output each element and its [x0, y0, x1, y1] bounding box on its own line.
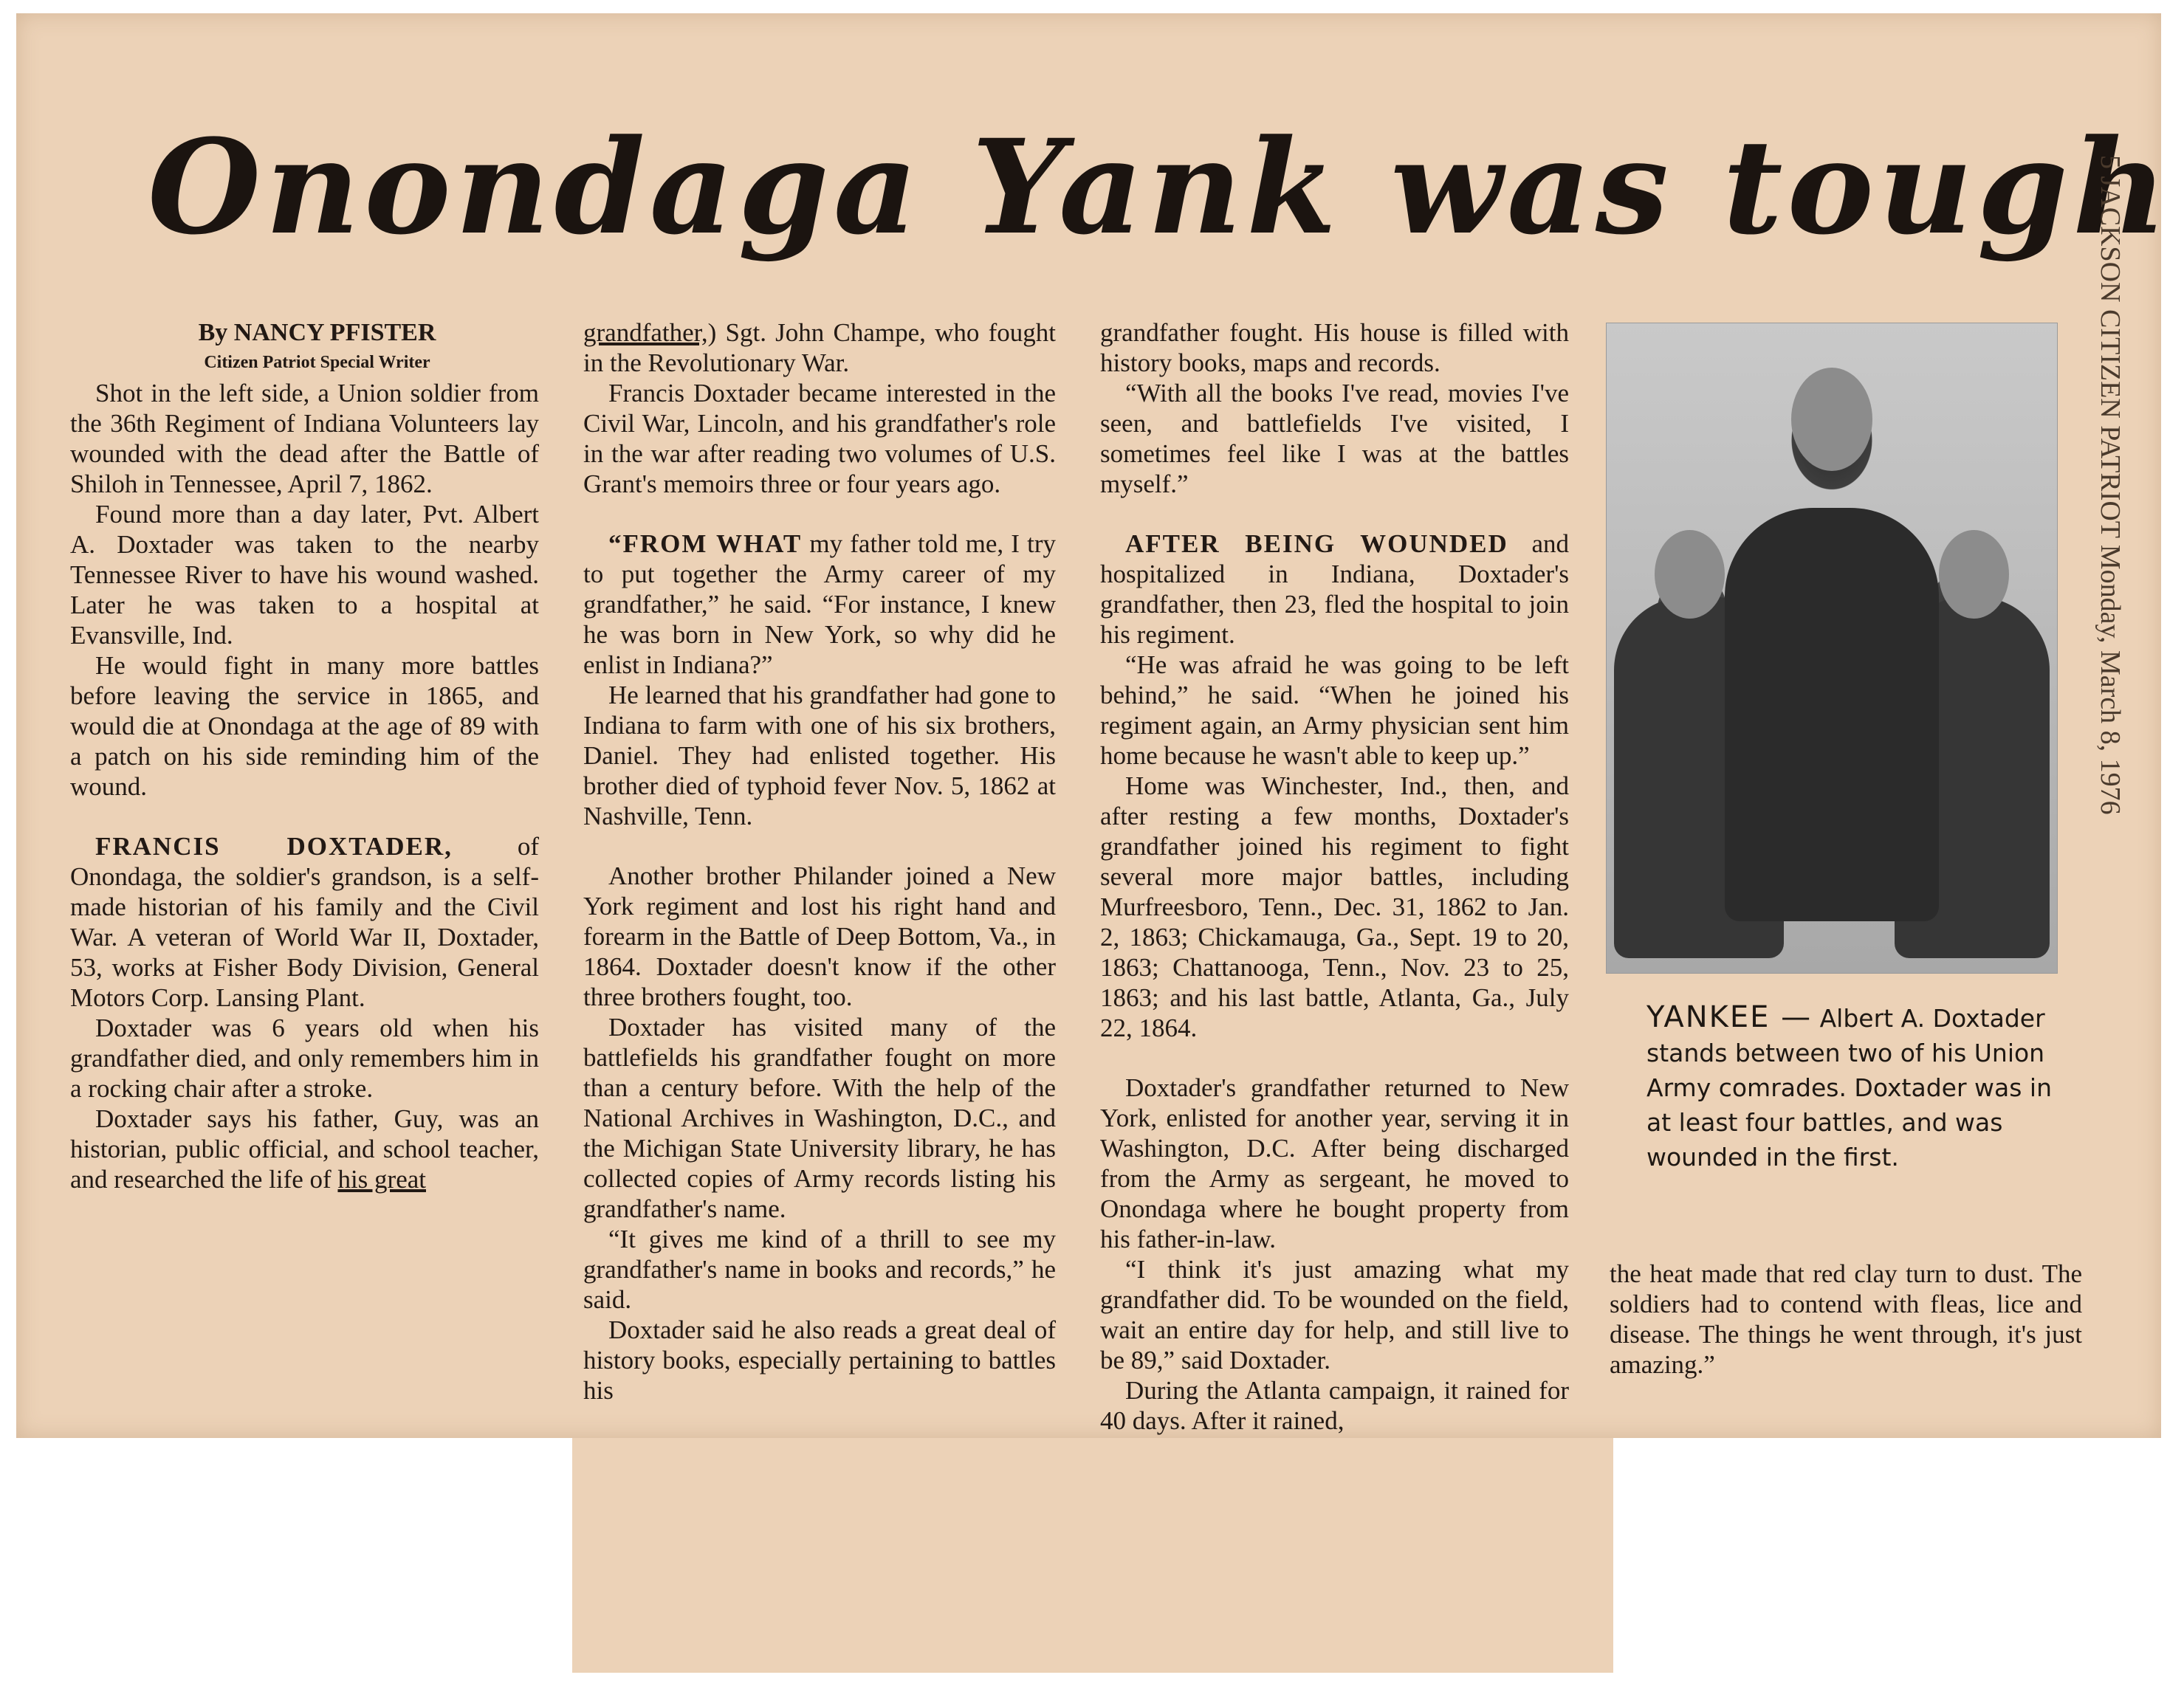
- photo-union-soldiers: [1606, 323, 2058, 974]
- soldier-face-right: [1939, 530, 2009, 619]
- lead-in: AFTER BEING WOUNDED: [1125, 529, 1508, 558]
- paragraph-text: my father told me, I try to put together the Army career of my grandfather,” he said. “For instance, I knew he was born in New York, so why did he enlist in Indiana?”: [583, 529, 1057, 679]
- paragraph: Home was Winchester, Ind., then, and after resting a few months, Doxtader's grandfather joined his regiment to fight several more major battles, including Murfreesboro, Tenn., Dec. 31, 1862 to Jan. 2, 1863; Chickamauga, Ga., Sept. 19 to 20, 1863; Chattanooga, Tenn., Nov. 23 to 25, 1863; and his last battle, Atlanta, Ga., July 22, 1864.: [1100, 771, 1569, 1042]
- caption-text: Albert A. Doxtader stands between two of his Union Army comrades. Doxtader was in at least four battles, and was wounded in the first.: [1646, 1004, 2052, 1172]
- side-dateline: 5 JACKSON CITIZEN PATRIOT Monday, March 8, 1976: [2095, 155, 2126, 815]
- paragraph: He learned that his grandfather had gone to Indiana to farm with one of his six brothers, Daniel. They had enlisted together. His brother died of typhoid fever Nov. 5, 1862 at Nashville, Tenn.: [583, 681, 1056, 830]
- caption-head: YANKEE —: [1646, 1000, 1813, 1034]
- paragraph: Francis Doxtader became interested in the Civil War, Lincoln, and his grandfather's role in the war after reading two volumes of U.S. Grant's memoirs three or four years ago.: [583, 379, 1056, 498]
- column-3: [1100, 317, 1569, 1436]
- paragraph-text: ) Sgt. John Champe, who fought in the Revolutionary War.: [583, 318, 1056, 377]
- paragraph: “With all the books I've read, movies I've seen, and battlefields I've visited, I sometimes feel like I was at the battles myself.”: [1100, 379, 1569, 498]
- paragraph: [70, 1104, 539, 1194]
- paragraph: “It gives me kind of a thrill to see my grandfather's name in books and records,” he said.: [583, 1225, 1056, 1314]
- paragraph: the heat made that red clay turn to dust. The soldiers had to contend with fleas, lice and disease. The things he went through, it's just amazing.”: [1610, 1259, 2082, 1379]
- paragraph: [583, 317, 1056, 378]
- paragraph: Doxtader has visited many of the battlefields his grandfather fought on more than a century before. With the help of the National Archives in Washington, D.C., and the Michigan State University library, he has collected copies of Army records listing his grandfather's name.: [583, 1013, 1056, 1223]
- paragraph: Shot in the left side, a Union soldier from the 36th Regiment of Indiana Volunteers lay wounded with the dead after the Battle of Shiloh in Tennessee, April 7, 1862.: [70, 379, 539, 498]
- paragraph: [70, 831, 539, 1013]
- paragraph: Doxtader was 6 years old when his grandfather died, and only remembers him in a rocking chair after a stroke.: [70, 1014, 539, 1103]
- photo-caption: [1646, 1000, 2060, 1174]
- soldier-figure-center: [1725, 508, 1939, 921]
- paragraph-text: Doxtader says his father, Guy, was an historian, public official, and school teacher, and researched the life of: [70, 1104, 539, 1194]
- paragraph: [583, 529, 1056, 680]
- paragraph: During the Atlanta campaign, it rained for 40 days. After it rained,: [1100, 1376, 1569, 1435]
- underlined-text: grandfather,: [583, 318, 708, 347]
- lead-in: “FROM WHAT: [608, 529, 803, 558]
- lead-in: FRANCIS DOXTADER,: [95, 832, 453, 861]
- paragraph: “He was afraid he was going to be left behind,” he said. “When he joined his regiment again, an Army physician sent him home because he wasn't able to keep up.”: [1100, 650, 1569, 770]
- soldier-face-center: [1791, 368, 1872, 471]
- byline: By NANCY PFISTER: [198, 319, 436, 346]
- paragraph: Another brother Philander joined a New York regiment and lost his right hand and forearm in the Battle of Deep Bottom, Va., in 1864. Doxtader doesn't know if the other three brothers fought, too.: [583, 861, 1056, 1011]
- paragraph-text: of Onondaga, the soldier's grandson, is a self-made historian of his family and the Civil War. A veteran of World War II, Doxtader, 53, works at Fisher Body Division, General Motors Corp. Lansing Plant.: [70, 832, 540, 1012]
- paragraph: Found more than a day later, Pvt. Albert A. Doxtader was taken to the nearby Tennessee River to have his wound washed. Later he was taken to a hospital at Evansville, Ind.: [70, 500, 539, 650]
- underlined-text: his great: [337, 1165, 426, 1194]
- paragraph: Doxtader said he also reads a great deal of history books, especially pertaining to battles his: [583, 1315, 1056, 1405]
- column-4: [1610, 1259, 2082, 1380]
- paragraph-text: and hospitalized in Indiana, Doxtader's grandfather, then 23, fled the hospital to join his regiment.: [1100, 529, 1569, 649]
- byline-role: Citizen Patriot Special Writer: [204, 353, 430, 372]
- soldier-face-left: [1655, 530, 1725, 619]
- paragraph: grandfather fought. His house is filled with history books, maps and records.: [1100, 318, 1569, 377]
- headline: Onondaga Yank was tough: [148, 111, 2171, 264]
- newspaper-clipping-tail: [572, 1437, 1613, 1673]
- column-1: [70, 317, 539, 1194]
- column-2: [583, 317, 1056, 1406]
- paragraph: “I think it's just amazing what my grandfather did. To be wounded on the field, wait an entire day for help, and still live to be 89,” said Doxtader.: [1100, 1255, 1569, 1375]
- paragraph: Doxtader's grandfather returned to New York, enlisted for another year, serving it in Washington, D.C. After being discharged from the Army as sergeant, he moved to Onondaga where he bought property from his father-in-law.: [1100, 1073, 1569, 1253]
- paragraph: He would fight in many more battles before leaving the service in 1865, and would die at Onondaga at the age of 89 with a patch on his side reminding him of the wound.: [70, 651, 539, 801]
- paragraph: [1100, 529, 1569, 650]
